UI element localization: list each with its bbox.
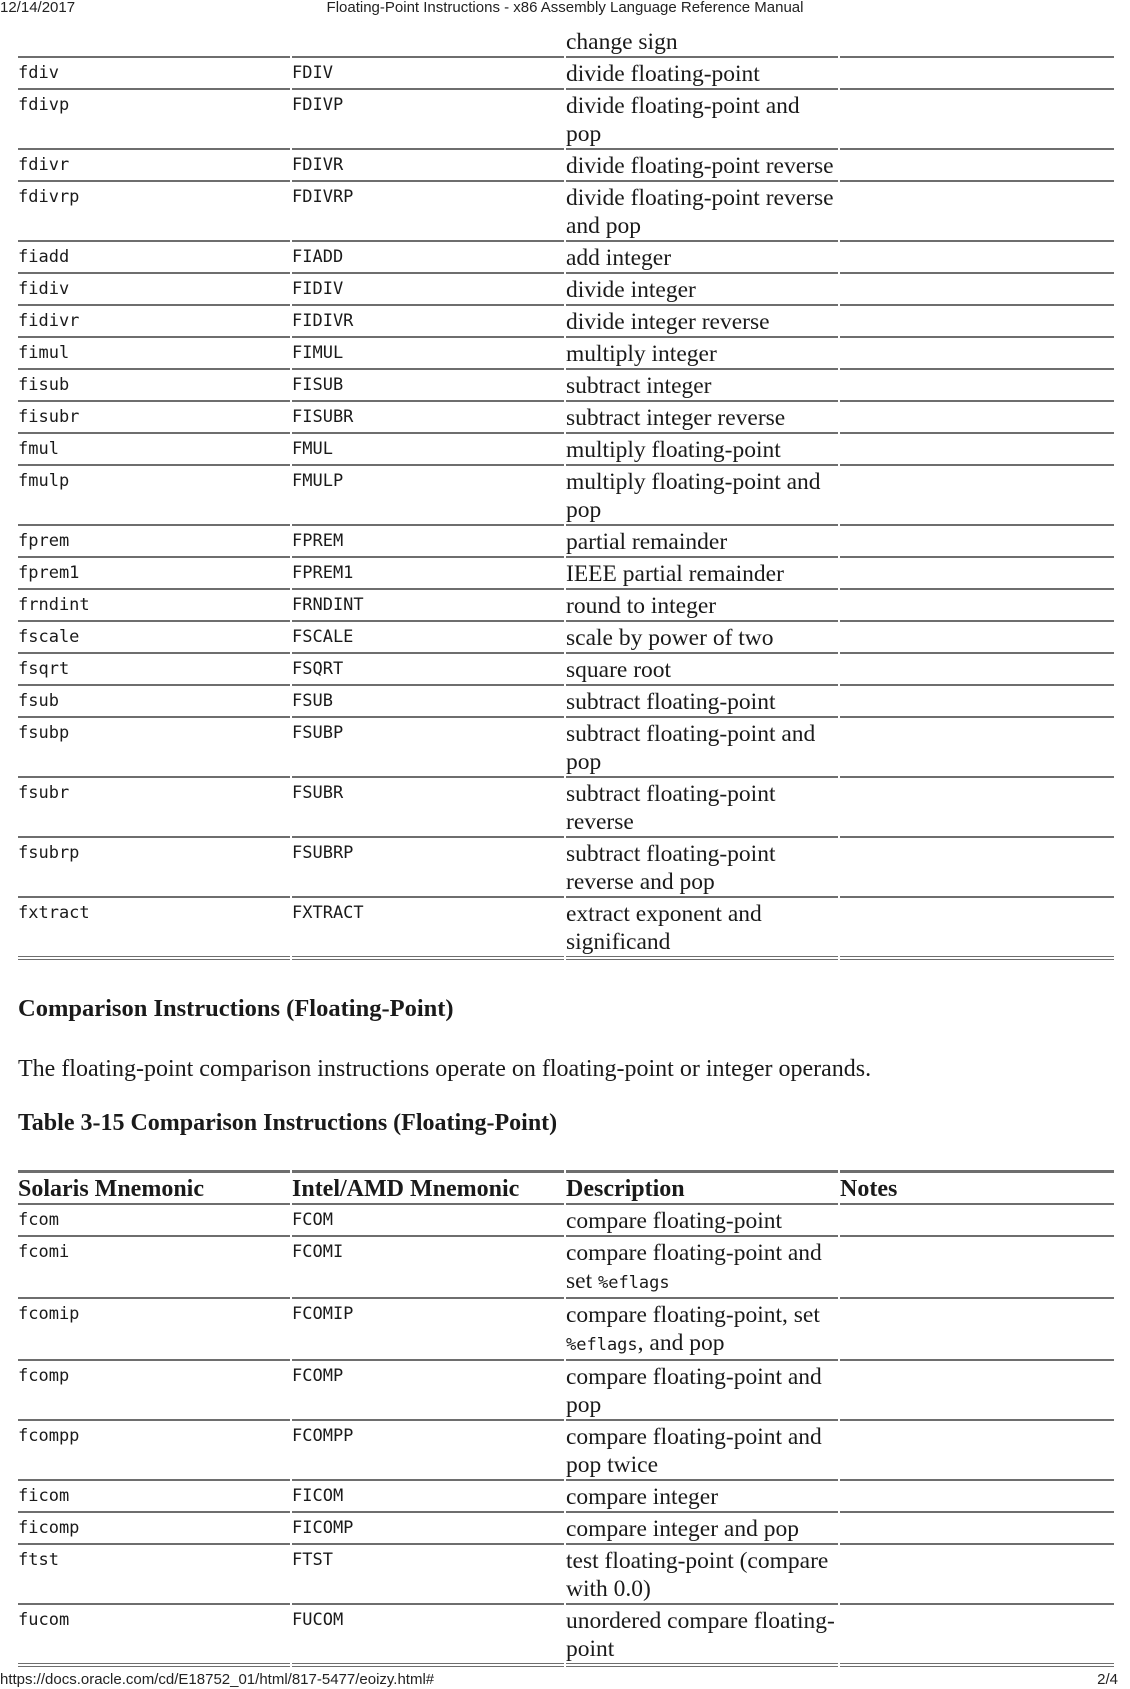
intel-mnemonic-cell: FPREM [292,526,564,558]
notes-cell [840,778,1114,838]
table-row [18,590,1114,622]
table-row [18,58,1114,90]
description-text: compare floating-point and pop twice [566,1424,822,1478]
notes-cell [840,434,1114,466]
description-cell: multiply floating-point and pop [566,466,838,526]
intel-mnemonic-cell: FDIV [292,58,564,90]
intel-mnemonic-cell: FCOMP [292,1361,564,1421]
page-url: https://docs.oracle.com/cd/E18752_01/html/817-5477/eoizy.html# [0,1671,435,1688]
table-row [18,150,1114,182]
print-date: 12/14/2017 [0,0,76,16]
solaris-mnemonic-cell: fcompp [18,1421,290,1481]
notes-cell [840,338,1114,370]
table-row [18,622,1114,654]
intel-mnemonic-cell: FSUBR [292,778,564,838]
table-row [18,26,1114,58]
description-cell: scale by power of two [566,622,838,654]
intel-mnemonic-cell: FCOMPP [292,1421,564,1481]
solaris-mnemonic-cell: fcomi [18,1237,290,1299]
notes-cell [840,654,1114,686]
description-cell: subtract floating-point [566,686,838,718]
description-cell: divide floating-point reverse [566,150,838,182]
table-row [18,306,1114,338]
description-cell: subtract integer [566,370,838,402]
solaris-mnemonic-cell: fsubrp [18,838,290,898]
solaris-mnemonic-cell: fdiv [18,58,290,90]
notes-cell [840,1361,1114,1421]
intel-mnemonic-cell: FRNDINT [292,590,564,622]
description-cell: extract exponent and significand [566,898,838,960]
solaris-mnemonic-cell: fcomp [18,1361,290,1421]
solaris-mnemonic-cell: fisub [18,370,290,402]
solaris-mnemonic-cell: fidivr [18,306,290,338]
table-row [18,838,1114,898]
notes-cell [840,718,1114,778]
notes-cell [840,1545,1114,1605]
column-header-notes: Notes [840,1170,1114,1205]
description-cell: multiply floating-point [566,434,838,466]
description-cell: IEEE partial remainder [566,558,838,590]
section-heading: Comparison Instructions (Floating-Point) [18,995,454,1022]
table-row [18,242,1114,274]
solaris-mnemonic-cell: fmulp [18,466,290,526]
table-row [18,1205,1114,1237]
intel-mnemonic-cell: FCOMIP [292,1299,564,1361]
description-text: compare floating-point and pop [566,1364,822,1418]
description-cell [566,1513,838,1545]
table-row [18,182,1114,242]
description-cell [566,1361,838,1421]
notes-cell [840,526,1114,558]
solaris-mnemonic-cell: fsubr [18,778,290,838]
table-row [18,1299,1114,1361]
page-content [18,26,1114,1667]
description-cell: divide floating-point [566,58,838,90]
description-cell [566,1237,838,1299]
table-header-row [18,1170,1114,1205]
page-number: 2/4 [1097,1671,1118,1688]
table-row [18,526,1114,558]
notes-cell [840,26,1114,58]
description-cell [566,1605,838,1667]
table-row [18,1545,1114,1605]
table-row [18,338,1114,370]
intel-mnemonic-cell: FSUBP [292,718,564,778]
solaris-mnemonic-cell: fisubr [18,402,290,434]
description-text: unordered compare floating-point [566,1608,835,1662]
intel-mnemonic-cell: FSUB [292,686,564,718]
intel-mnemonic-cell: FDIVR [292,150,564,182]
table-row [18,402,1114,434]
description-cell [566,1205,838,1237]
description-cell [566,1481,838,1513]
intel-mnemonic-cell: FIMUL [292,338,564,370]
register-code: %eflags [566,1335,638,1355]
notes-cell [840,1481,1114,1513]
description-text: compare integer and pop [566,1516,799,1542]
description-cell: subtract floating-point and pop [566,718,838,778]
notes-cell [840,182,1114,242]
intel-mnemonic-cell [292,26,564,58]
solaris-mnemonic-cell: ficomp [18,1513,290,1545]
description-cell: change sign [566,26,838,58]
column-header-description: Description [566,1170,838,1205]
description-cell: subtract integer reverse [566,402,838,434]
notes-cell [840,838,1114,898]
description-text: compare floating-point [566,1208,782,1234]
column-header-intel: Intel/AMD Mnemonic [292,1170,564,1205]
intel-mnemonic-cell: FDIVP [292,90,564,150]
notes-cell [840,558,1114,590]
intel-mnemonic-cell: FSUBRP [292,838,564,898]
solaris-mnemonic-cell: ficom [18,1481,290,1513]
table-row [18,1481,1114,1513]
solaris-mnemonic-cell: fimul [18,338,290,370]
table-row [18,274,1114,306]
notes-cell [840,1205,1114,1237]
solaris-mnemonic-cell: fprem1 [18,558,290,590]
notes-cell [840,370,1114,402]
print-footer [0,1672,1130,1688]
intel-mnemonic-cell: FDIVRP [292,182,564,242]
description-cell [566,1299,838,1361]
intel-mnemonic-cell: FIADD [292,242,564,274]
comparison-instructions-table [16,1170,1116,1667]
table-row [18,686,1114,718]
description-cell [566,1421,838,1481]
print-title: Floating-Point Instructions - x86 Assembly Language Reference Manual [326,0,804,16]
description-cell: divide integer [566,274,838,306]
notes-cell [840,58,1114,90]
notes-cell [840,402,1114,434]
solaris-mnemonic-cell: fsqrt [18,654,290,686]
table-row [18,434,1114,466]
notes-cell [840,466,1114,526]
solaris-mnemonic-cell: fdivr [18,150,290,182]
section-intro: The floating-point comparison instructions operate on floating-point or integer operands. [18,1056,872,1082]
intel-mnemonic-cell: FICOM [292,1481,564,1513]
table-row [18,90,1114,150]
intel-mnemonic-cell: FISUB [292,370,564,402]
arithmetic-instructions-table [16,26,1116,960]
table-caption: Table 3-15 Comparison Instructions (Floating-Point) [18,1110,558,1136]
intel-mnemonic-cell: FISUBR [292,402,564,434]
solaris-mnemonic-cell: fsubp [18,718,290,778]
solaris-mnemonic-cell: fidiv [18,274,290,306]
notes-cell [840,590,1114,622]
notes-cell [840,1237,1114,1299]
intel-mnemonic-cell: FPREM1 [292,558,564,590]
description-cell: subtract floating-point reverse and pop [566,838,838,898]
intel-mnemonic-cell: FCOM [292,1205,564,1237]
intel-mnemonic-cell: FCOMI [292,1237,564,1299]
table-row [18,1237,1114,1299]
notes-cell [840,1421,1114,1481]
solaris-mnemonic-cell: fsub [18,686,290,718]
solaris-mnemonic-cell: fmul [18,434,290,466]
intel-mnemonic-cell: FUCOM [292,1605,564,1667]
description-cell: divide floating-point reverse and pop [566,182,838,242]
solaris-mnemonic-cell: fdivp [18,90,290,150]
table-row [18,1605,1114,1667]
intel-mnemonic-cell: FSCALE [292,622,564,654]
description-cell: divide integer reverse [566,306,838,338]
register-code: %eflags [597,1273,670,1293]
notes-cell [840,242,1114,274]
notes-cell [840,150,1114,182]
description-cell: round to integer [566,590,838,622]
solaris-mnemonic-cell: fscale [18,622,290,654]
table-row [18,718,1114,778]
notes-cell [840,898,1114,960]
intel-mnemonic-cell: FTST [292,1545,564,1605]
description-cell: subtract floating-point reverse [566,778,838,838]
print-header [0,0,1130,16]
intel-mnemonic-cell: FSQRT [292,654,564,686]
notes-cell [840,274,1114,306]
table-row [18,1361,1114,1421]
description-text: test floating-point (compare with 0.0) [566,1548,829,1602]
table-row [18,370,1114,402]
notes-cell [840,306,1114,338]
solaris-mnemonic-cell: fiadd [18,242,290,274]
notes-cell [840,1299,1114,1361]
table-row [18,778,1114,838]
intel-mnemonic-cell: FMULP [292,466,564,526]
solaris-mnemonic-cell: fucom [18,1605,290,1667]
solaris-mnemonic-cell: fprem [18,526,290,558]
description-cell: multiply integer [566,338,838,370]
description-cell: divide floating-point and pop [566,90,838,150]
description-cell [566,1545,838,1605]
intel-mnemonic-cell: FIDIVR [292,306,564,338]
description-text: compare floating-point and set [566,1240,822,1294]
table-row [18,558,1114,590]
intel-mnemonic-cell: FXTRACT [292,898,564,960]
table-row [18,1421,1114,1481]
notes-cell [840,90,1114,150]
description-cell: square root [566,654,838,686]
notes-cell [840,622,1114,654]
solaris-mnemonic-cell: fcomip [18,1299,290,1361]
solaris-mnemonic-cell: ftst [18,1545,290,1605]
solaris-mnemonic-cell [18,26,290,58]
intel-mnemonic-cell: FICOMP [292,1513,564,1545]
solaris-mnemonic-cell: fxtract [18,898,290,960]
solaris-mnemonic-cell: fcom [18,1205,290,1237]
description-text-suffix: , and pop [637,1330,725,1356]
description-cell: partial remainder [566,526,838,558]
notes-cell [840,1605,1114,1667]
table-row [18,654,1114,686]
column-header-solaris: Solaris Mnemonic [18,1170,290,1205]
description-cell: add integer [566,242,838,274]
solaris-mnemonic-cell: fdivrp [18,182,290,242]
table-row [18,898,1114,960]
table-row [18,466,1114,526]
notes-cell [840,686,1114,718]
notes-cell [840,1513,1114,1545]
table-row [18,1513,1114,1545]
description-text: compare integer [566,1484,719,1510]
description-text: compare floating-point, set [566,1302,820,1328]
intel-mnemonic-cell: FIDIV [292,274,564,306]
solaris-mnemonic-cell: frndint [18,590,290,622]
intel-mnemonic-cell: FMUL [292,434,564,466]
